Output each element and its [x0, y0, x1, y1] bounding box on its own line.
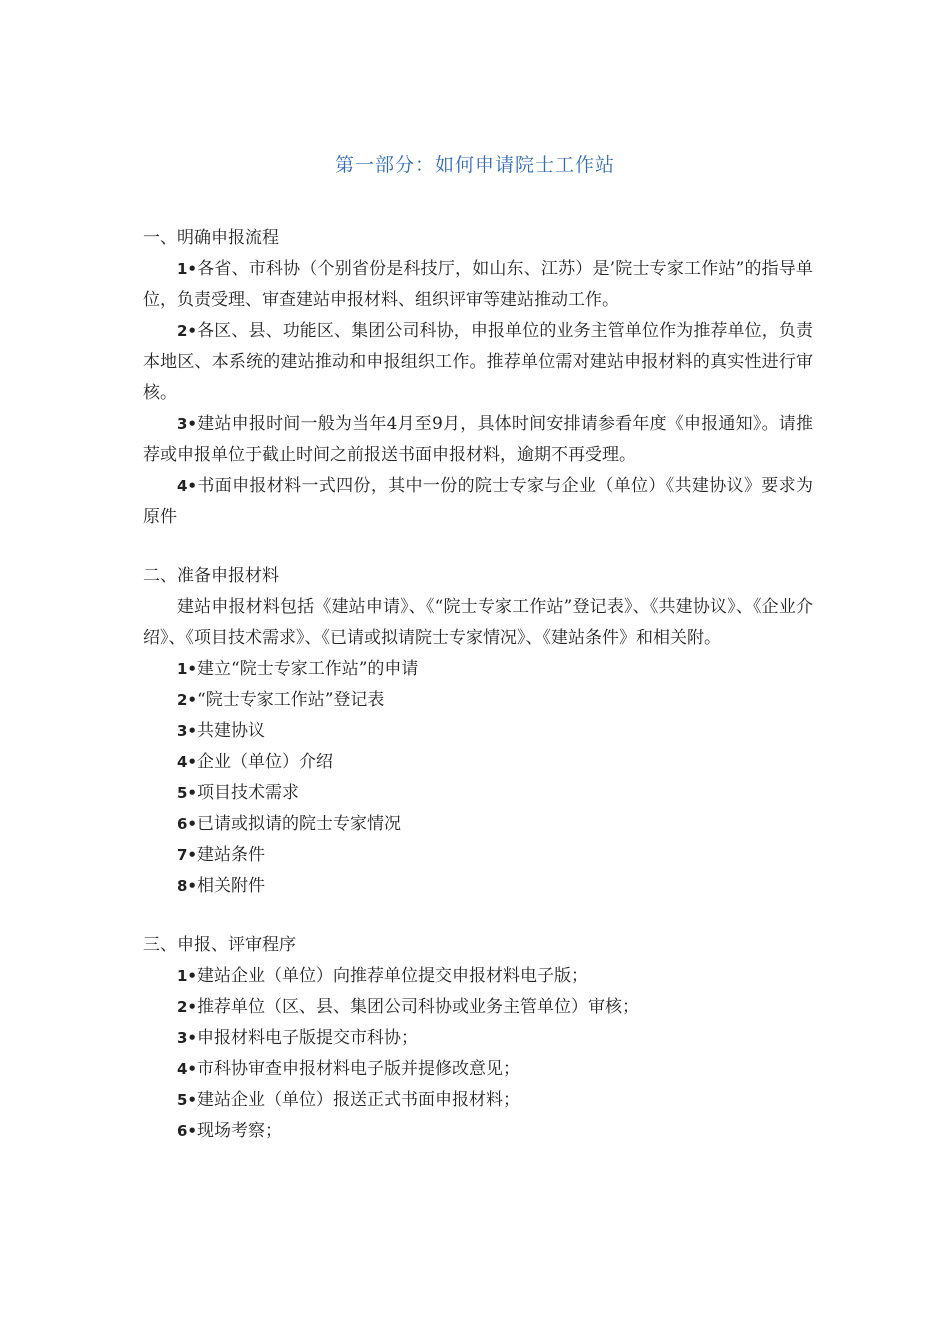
item-number: 3•	[177, 722, 198, 740]
list-item-text: 建站企业（单位）向推荐单位提交申报材料电子版；	[197, 966, 589, 986]
list-item-text: 市科协审查申报材料电子版并提修改意见；	[197, 1059, 521, 1079]
list-item	[143, 809, 813, 840]
list-item-text: 已请或拟请的院士专家情况	[197, 814, 402, 834]
document-body	[143, 223, 813, 1147]
list-item	[143, 778, 813, 809]
item-number: 1•	[177, 967, 198, 985]
item-number: 4•	[177, 477, 198, 495]
paragraph-text: 各区、县、功能区、集团公司科协，申报单位的业务主管单位作为推荐单位，负责本地区、本系统的建站推动和申报组织工作。推荐单位需对建站申报材料的真实性进行审核。	[143, 321, 813, 403]
paragraph	[143, 409, 813, 471]
section-heading: 三、申报、评审程序	[143, 935, 296, 955]
item-number: 5•	[177, 1091, 198, 1109]
paragraph-text: 建站申报时间一般为当年4月至9月，具体时间安排请参看年度《申报通知》。请推荐或申报单位于截止时间之前报送书面申报材料，逾期不再受理。	[143, 414, 813, 465]
item-number: 6•	[177, 815, 198, 833]
paragraph-text: 书面申报材料一式四份，其中一份的院士专家与企业（单位）《共建协议》要求为原件	[143, 476, 813, 527]
section-heading: 二、准备申报材料	[143, 566, 279, 586]
item-number: 3•	[177, 1029, 198, 1047]
item-number: 2•	[177, 998, 198, 1016]
list-item-text: 建站企业（单位）报送正式书面申报材料；	[197, 1090, 521, 1110]
section-application-process	[143, 223, 813, 533]
list-item-text: 推荐单位（区、县、集团公司科协或业务主管单位）审核；	[197, 997, 640, 1017]
list-item	[143, 1054, 813, 1085]
item-number: 1•	[177, 260, 198, 278]
item-number: 4•	[177, 753, 198, 771]
list-item-text: 申报材料电子版提交市科协；	[197, 1028, 419, 1048]
list-item	[143, 992, 813, 1023]
list-item	[143, 716, 813, 747]
paragraph: 建站申报材料包括《建站申请》、《“院士专家工作站”登记表》、《共建协议》、《企业介绍》、《项目技术需求》、《已请或拟请院士专家情况》、《建站条件》和相关附。	[143, 597, 813, 648]
paragraph	[143, 471, 813, 533]
list-item-text: 相关附件	[197, 876, 266, 896]
section-heading: 一、明确申报流程	[143, 228, 279, 248]
list-item-text: 建站条件	[197, 845, 266, 865]
list-item-text: “院士专家工作站”登记表	[197, 690, 385, 710]
list-item-text: 共建协议	[197, 721, 266, 741]
list-item-text: 建立“院士专家工作站”的申请	[197, 659, 419, 679]
item-number: 3•	[177, 415, 198, 433]
list-item	[143, 1116, 813, 1147]
list-item-text: 企业（单位）介绍	[197, 752, 334, 772]
list-item	[143, 961, 813, 992]
paragraph-text: 各省、市科协（个别省份是科技厅，如山东、江苏）是’院士专家工作站”的指导单位，负责受理、审查建站申报材料、组织评审等建站推动工作。	[143, 259, 813, 310]
item-number: 4•	[177, 1060, 198, 1078]
list-item	[143, 1023, 813, 1054]
item-number: 2•	[177, 322, 198, 340]
item-number: 1•	[177, 660, 198, 678]
item-number: 5•	[177, 784, 198, 802]
document-title: 第一部分：如何申请院士工作站	[334, 154, 615, 176]
list-item	[143, 654, 813, 685]
list-item	[143, 871, 813, 902]
item-number: 2•	[177, 691, 198, 709]
item-number: 6•	[177, 1122, 198, 1140]
paragraph	[143, 316, 813, 409]
paragraph	[143, 254, 813, 316]
list-item	[143, 747, 813, 778]
list-item	[143, 840, 813, 871]
list-item-text: 现场考察；	[197, 1121, 283, 1141]
item-number: 8•	[177, 877, 198, 895]
section-prepare-materials	[143, 561, 813, 902]
list-item	[143, 1085, 813, 1116]
list-item-text: 项目技术需求	[197, 783, 300, 803]
item-number: 7•	[177, 846, 198, 864]
list-item	[143, 685, 813, 716]
section-review-procedure	[143, 930, 813, 1147]
